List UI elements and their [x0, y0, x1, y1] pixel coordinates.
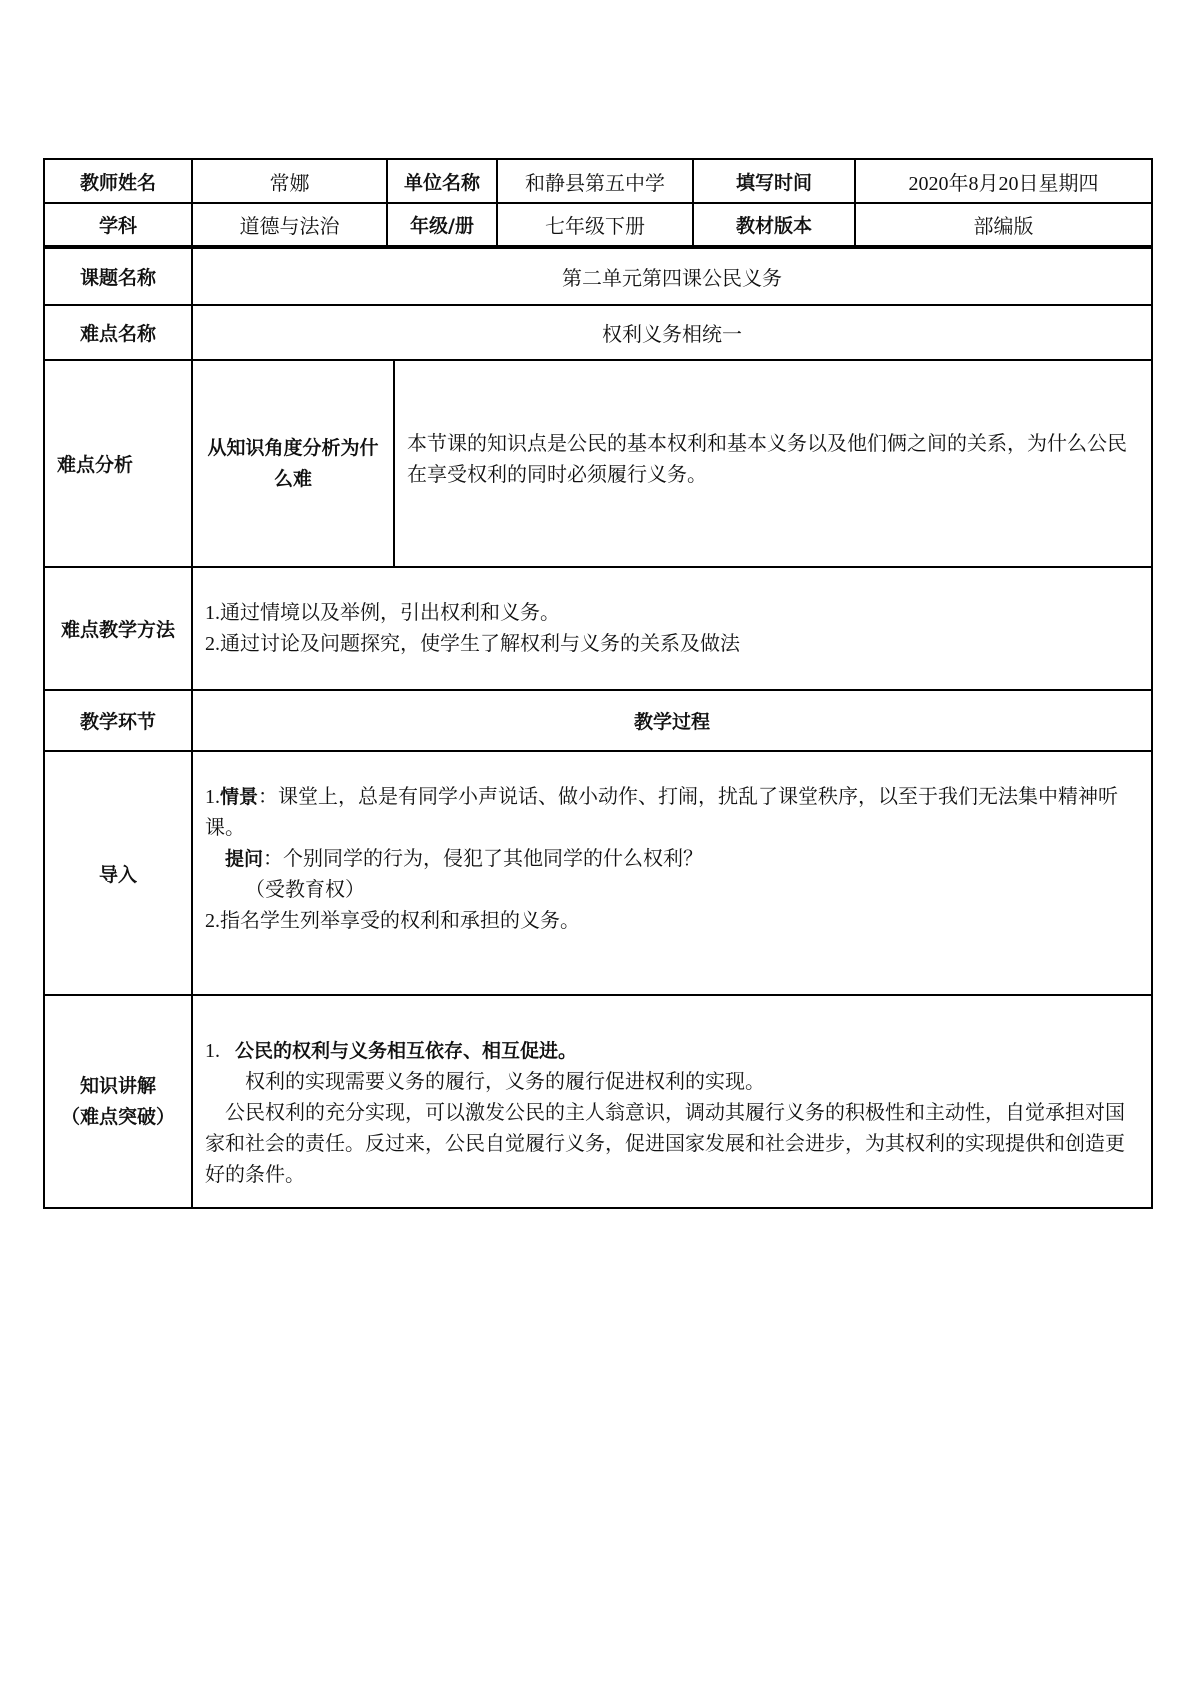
- intro-answer: （受教育权）: [245, 879, 365, 901]
- process-header: 教学过程: [192, 690, 1152, 751]
- analysis-sub-label: 从知识角度分析为什么难: [192, 360, 394, 567]
- knowledge-heading-num: 1.: [205, 1040, 220, 1062]
- analysis-text: 本节课的知识点是公民的基本权利和基本义务以及他们俩之间的关系，为什么公民在享受权利的同时必须履行义务。: [394, 360, 1152, 567]
- knowledge-heading-text: 公民的权利与义务相互依存、相互促进。: [235, 1040, 578, 1062]
- methods-cell: [192, 567, 1152, 690]
- intro-item-1-num: 1.: [205, 786, 220, 808]
- knowledge-label: [44, 995, 192, 1208]
- difficulty-label: 难点名称: [44, 305, 192, 360]
- subject-value: 道德与法治: [192, 203, 387, 246]
- intro-scene-label: 情景: [220, 786, 259, 808]
- intro-question: [205, 844, 1139, 875]
- intro-item-1: [205, 782, 1139, 844]
- subject-label: 学科: [44, 203, 192, 246]
- difficulty-value: 权利义务相统一: [192, 305, 1152, 360]
- method-line: 2.通过讨论及问题探究，使学生了解权利与义务的关系及做法: [205, 632, 740, 655]
- date-value: 2020年8月20日星期四: [855, 159, 1152, 203]
- topic-label: 课题名称: [44, 248, 192, 305]
- grade-value: 七年级下册: [497, 203, 693, 246]
- methods-label: 难点教学方法: [44, 567, 192, 690]
- header-table: [43, 158, 1153, 247]
- lesson-table: [43, 247, 1153, 1209]
- intro-question-text: ：个别同学的行为，侵犯了其他同学的什么权利？: [263, 848, 704, 870]
- edition-label: 教材版本: [693, 203, 855, 246]
- knowledge-label-line1: 知识讲解: [79, 1074, 156, 1097]
- process-stage-label: 教学环节: [44, 690, 192, 751]
- method-line: 1.通过情境以及举例，引出权利和义务。: [205, 601, 560, 624]
- knowledge-heading: [205, 1036, 1139, 1067]
- teacher-label: 教师姓名: [44, 159, 192, 203]
- date-label: 填写时间: [693, 159, 855, 203]
- teacher-value: 常娜: [192, 159, 387, 203]
- knowledge-cell: [192, 995, 1152, 1208]
- topic-value: 第二单元第四课公民义务: [192, 248, 1152, 305]
- intro-label: 导入: [44, 751, 192, 995]
- intro-scene-text: ：课堂上，总是有同学小声说话、做小动作、打闹，扰乱了课堂秩序，以至于我们无法集中精神听课。: [205, 786, 1119, 839]
- analysis-label: 难点分析: [44, 360, 192, 567]
- intro-question-label: 提问: [225, 848, 264, 870]
- grade-label: 年级/册: [387, 203, 497, 246]
- knowledge-line-1: 权利的实现需要义务的履行，义务的履行促进权利的实现。: [245, 1071, 765, 1093]
- unit-value: 和静县第五中学: [497, 159, 693, 203]
- edition-value: 部编版: [855, 203, 1152, 246]
- intro-item-2: 2.指名学生列举享受的权利和承担的义务。: [205, 910, 580, 932]
- knowledge-label-line2: （难点突破）: [60, 1105, 175, 1128]
- knowledge-paragraph: 公民权利的充分实现，可以激发公民的主人翁意识，调动其履行义务的积极性和主动性，自觉承担对国家和社会的责任。反过来，公民自觉履行义务，促进国家发展和社会进步，为其权利的实现提供和创造更好的条件。: [205, 1102, 1125, 1186]
- unit-label: 单位名称: [387, 159, 497, 203]
- intro-cell: [192, 751, 1152, 995]
